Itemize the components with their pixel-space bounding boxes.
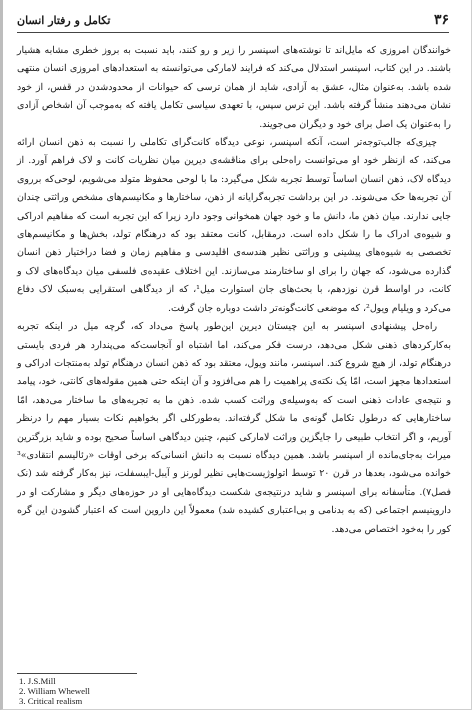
- paragraph: راه‌حل پیشنهادی اسپنسر به این چیستان دیرین این‌طور پاسخ می‌داد که، گرچه میل در اینکه تجربه به‌کارکردهای ذهنی شکل می‌دهد، درست فکر می‌کند، اما اشتباه او آنجاست‌که می‌پندارد هر فردی بایستی درهنگام تولد، از هیچ شروع کند. اسپنسر، مانند ویول، معتقد بود که ذهن انسان درهنگام تولد به‌منتجات ادراکی و استعدادها مجهز است، امّا یک نکته‌ی پراهمیت را هم می‌افزود و آن اینکه حتی همین مقوله‌های کانتی، خود، پیامد و نتیجه‌ی عادات ذهنی است که به‌وسیله‌ی وراثت کسب شده. ذهن ما به تجربه‌های ما ساختار می‌دهد، امّا ساختارهایی که درطول تکامل گونه‌ی ما شکل گرفته‌اند. به‌طورکلی اگر بخواهیم نکات بسیار مهم را درنظر آوریم، و اگر انتخاب طبیعی را جایگزین وراثت لامارکی کنیم، چنین دیدگاهی اساساً صحیح بوده و شاید بزرگترین میراث به‌جای‌مانده از اسپنسر باشد. همین دیدگاه نسبت به دانش انسانی‌که برخی اوقات «رئالیسم انتقادی»³ خوانده می‌شود، بعدها در قرن ۲۰ توسط اتولوژیست‌هایی نظیر لورنز و آیبل-ایبسفلت، نیز به‌کار گرفته شد (نک فصل۷). متأسفانه برای اسپنسر و شاید درنتیجه‌ی شکست دیدگاه‌هایی او در حوزه‌های دیگر و مشارکت او در داروینیسم اجتماعی (که به بدنامی و بی‌اعتباری کشیده شد) معمولاً این داروین است که اعتبار گشودن این گره کور را به‌خود اختصاص می‌دهد.: [17, 321, 451, 535]
- footnotes: [19, 676, 90, 707]
- running-title: تکامل و رفتار انسان: [17, 13, 111, 27]
- page-header: [17, 10, 449, 30]
- footnote-divider: [17, 673, 137, 674]
- header-divider: [17, 32, 449, 33]
- body-text: [17, 42, 451, 539]
- paragraph: خوانندگان امروزی که مایل‌اند تا نوشته‌های اسپنسر را زیر و رو کنند، باید نسبت به بروز خطری مشابه هشیار باشند. در این کتاب، اسپنسر استدلال می‌کند که فرایند لامارکی می‌توانسته به استعدادهای امروزی انسان منتهی شده باشد. به‌عنوان مثال، عشق به آزادی، شاید از همان ترسی که حیوانات از محدودشدن در قفس، از خود نشان می‌دهند منشأ گرفته باشد. این ترس سپس، با تعهدی سیاسی تکامل یافته که به‌موجب آن اشخاص آزادی را به‌عنوان یک اصل برای خود و دیگران می‌جویند.: [17, 45, 451, 130]
- paragraph: چیزی‌که جالب‌توجه‌تر است، آنکه اسپنسر، نوعی دیدگاه کانت‌گرای تکاملی را نسبت به ذهن انسان ارائه می‌کند، که ازنظر خود او می‌توانست راه‌حلی برای مناقشه‌ی دیرین میان نظریات کانت و لاک فراهم آورد. از دیدگاه لاک، ذهن انسان اساساً توسط تجربه شکل می‌گیرد: ما با لوحی محفوظ متولد می‌شویم، لوحی‌که برروی آن تجربه‌ها حک می‌شوند. در این برداشت تجربه‌گرایانه از ذهن، ساختارها و مکانیسم‌های مشخص وراثتی چندان جایی ندارند. میان ذهن ما، دانش ما و خود جهان همخوانی وجود دارد زیرا که این تجربه است که مفاهیم ادراکی و شیوه‌ی ادراک ما را شکل داده است. درمقابل، کانت معتقد بود که درهنگام تولد، بخش‌ها و مکانیسم‌های تخصصی به شیوه‌های پیشینی و وراثتی نظیر هندسه‌ی اقلیدسی و مفاهیم زمان و فضا دراختیار ذهن انسان گذارده می‌شود، که جهان را برای او ساختارمند می‌سازند. این اختلاف عقیده‌ی فلسفی میان دیدگاه‌های لاک و کانت، در اواسط قرن نوزدهم، با بحث‌های جان استوارت میل¹، که از دیدگاهی استقرایی به‌سبک لاک دفاع می‌کرد و ویلیام ویول²، که موضعی کانت‌گونه‌تر داشت دوباره جان گرفت.: [17, 137, 451, 314]
- footnote: 2. William Whewell: [19, 686, 90, 697]
- footnote: 1. J.S.Mill: [19, 676, 56, 686]
- page-number: ۳۶: [433, 12, 449, 28]
- footnote: 3. Critical realism: [19, 696, 83, 707]
